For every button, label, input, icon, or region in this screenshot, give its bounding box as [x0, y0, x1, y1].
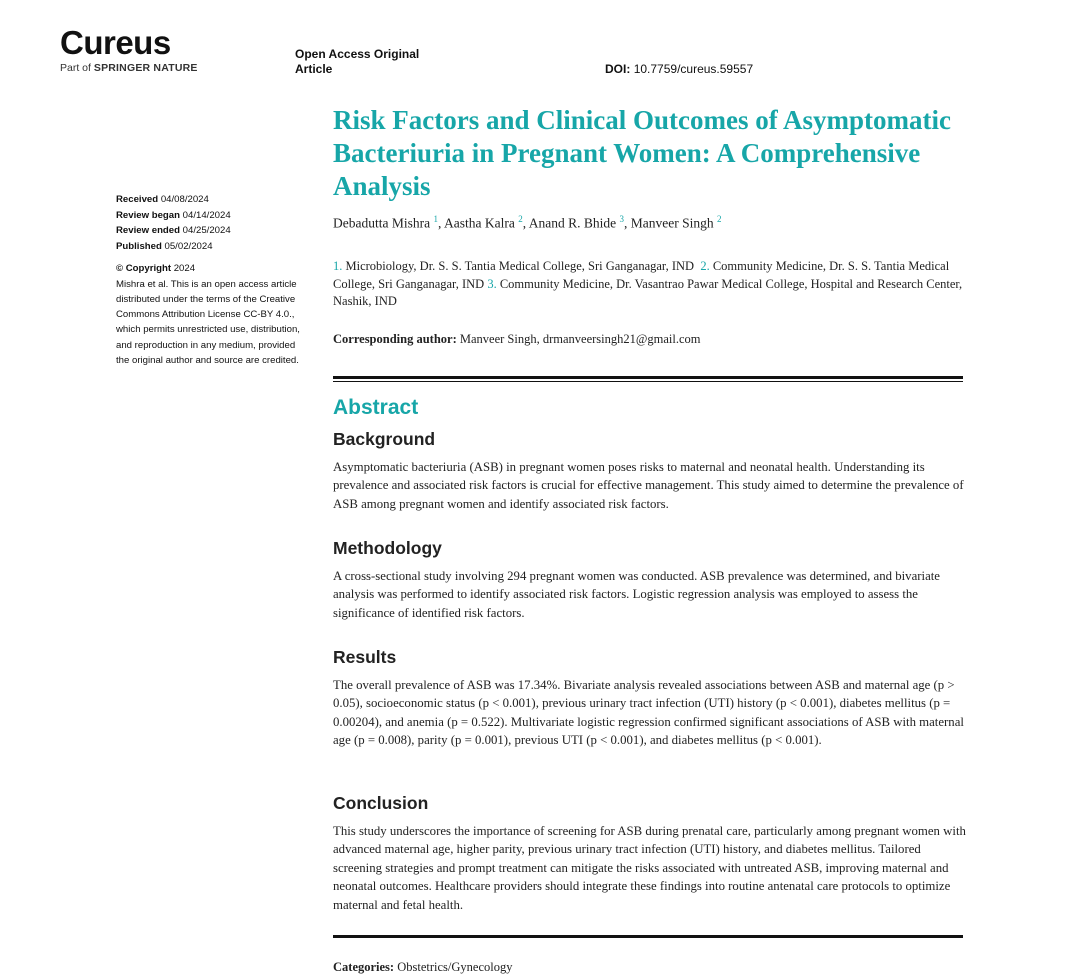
author-list: Debadutta Mishra $^1$, Aastha Kalra $^2$, Anand R. Bhide $^3$, Manveer Singh $^2$	[333, 214, 722, 231]
categories	[333, 960, 512, 975]
affiliation-number: 1.	[333, 259, 343, 273]
affiliations	[333, 258, 973, 311]
license-text	[116, 277, 306, 369]
corresponding-text[interactable]: Manveer Singh, drmanveersingh21@gmail.com	[459, 332, 701, 346]
divider-thin	[333, 381, 963, 382]
doi-value: 10.7759/cureus.59557	[633, 62, 754, 76]
section-text-methodology: A cross-sectional study involving 294 pregnant women was conducted. ASB prevalence was determined, and bivariate analysis was performed to identify associated risk factors. Logistic regression analysis was employed to assess the significance of identified risk factors.	[333, 569, 940, 620]
author-name: Anand R. Bhide	[528, 215, 617, 231]
article-type: Open Access Original Article	[295, 47, 420, 76]
author-name: Aastha Kalra	[444, 215, 515, 231]
affiliation-text: Microbiology, Dr. S. S. Tantia Medical College, Sri Ganganagar, IND	[345, 259, 695, 273]
logo-subtitle	[60, 62, 198, 74]
author-affiliation-ref[interactable]: 1	[433, 214, 438, 224]
section-heading-conclusion: Conclusion	[333, 793, 429, 813]
section-text-background: Asymptomatic bacteriuria (ASB) in pregnant women poses risks to maternal and neonatal health. Understanding its prevalence and associated risk factors is crucial for effective management. This study aimed to determine the prevalence of ASB among pregnant women and identify associated risk factors.	[333, 460, 964, 511]
published-row	[116, 239, 306, 255]
copyright-row	[116, 261, 306, 277]
article-title: Risk Factors and Clinical Outcomes of Asymptomatic Bacteriuria in Pregnant Women: A Comprehensive Analysis	[333, 105, 951, 201]
affiliation-text: Community Medicine, Dr. S. S. Tantia Medical College, Sri Ganganagar, IND	[333, 259, 950, 291]
review-ended-date: 04/25/2024	[182, 225, 231, 236]
logo-publisher: SPRINGER NATURE	[93, 62, 198, 74]
received-date: 04/08/2024	[160, 194, 209, 205]
published-label: Published	[116, 240, 162, 252]
categories-value[interactable]: Obstetrics/Gynecology	[397, 960, 513, 974]
author-name: Manveer Singh	[630, 215, 714, 231]
published-date: 05/02/2024	[164, 240, 213, 252]
section-heading-methodology: Methodology	[333, 538, 442, 558]
section-heading-background: Background	[333, 429, 436, 449]
logo-wordmark: Cureus	[60, 24, 171, 61]
divider-thick	[333, 376, 963, 379]
doi	[605, 62, 753, 76]
categories-label: Categories:	[333, 960, 395, 974]
corresponding-label: Corresponding author:	[333, 332, 457, 346]
section-heading-results: Results	[333, 647, 397, 667]
doi-label: DOI:	[605, 62, 631, 76]
license-authors: Mishra et al.	[116, 278, 169, 290]
copyright-label: © Copyright	[116, 263, 172, 274]
copyright-year: 2024	[173, 263, 196, 274]
author-affiliation-ref[interactable]: 2	[518, 214, 523, 224]
received-label: Received	[116, 194, 159, 205]
divider-bottom	[333, 935, 963, 938]
review-ended-label: Review ended	[116, 225, 180, 236]
review-ended-row	[116, 223, 306, 239]
affiliation-text: Community Medicine, Dr. Vasantrao Pawar Medical College, Hospital and Research Center, Nashik, IND	[333, 276, 963, 308]
corresponding-author	[333, 332, 701, 347]
article-dates	[116, 192, 306, 368]
abstract-heading: Abstract	[333, 396, 419, 419]
author-affiliation-ref[interactable]: 2	[716, 214, 722, 224]
review-began-date: 04/14/2024	[182, 209, 231, 221]
license-body: This is an open access article distributed under the terms of the Creative Commons Attribution License CC-BY 4.0., which permits unrestricted use, distribution, and reproduction in any medium, provided the original author and source are credited.	[116, 278, 300, 366]
author-affiliation-ref[interactable]: 3	[619, 214, 624, 224]
section-text-results: The overall prevalence of ASB was 17.34%. Bivariate analysis revealed associations between ASB and maternal age (p > 0.05), socioeconomic status (p < 0.001), previous urinary tract infection (UTI) history (p < 0.001), diabetes mellitus (p = 0.00204), and anemia (p = 0.522). Multivariate logistic regression confirmed significant associations of ASB with maternal age (p = 0.008), parity (p = 0.001), previous UTI (p < 0.001), and diabetes mellitus (p < 0.001).	[333, 678, 964, 748]
review-began-label: Review began	[116, 209, 180, 221]
received-row	[116, 192, 306, 208]
affiliation-number: 3.	[487, 276, 497, 291]
review-began-row	[116, 208, 306, 224]
affiliation-number: 2.	[700, 259, 710, 273]
journal-logo	[60, 26, 198, 74]
logo-part-of: Part of	[60, 62, 91, 74]
author-name: Debadutta Mishra	[333, 215, 431, 231]
section-text-conclusion: This study underscores the importance of screening for ASB during prenatal care, particularly among pregnant women with advanced maternal age, higher parity, previous urinary tract infection (UTI) history, and diabetes mellitus. Tailored screening strategies and prompt treatment can mitigate the risks associated with untreated ASB, improving maternal and neonatal outcomes. Healthcare providers should integrate these findings into routine antenatal care protocols to optimize maternal and fetal health.	[333, 824, 966, 912]
